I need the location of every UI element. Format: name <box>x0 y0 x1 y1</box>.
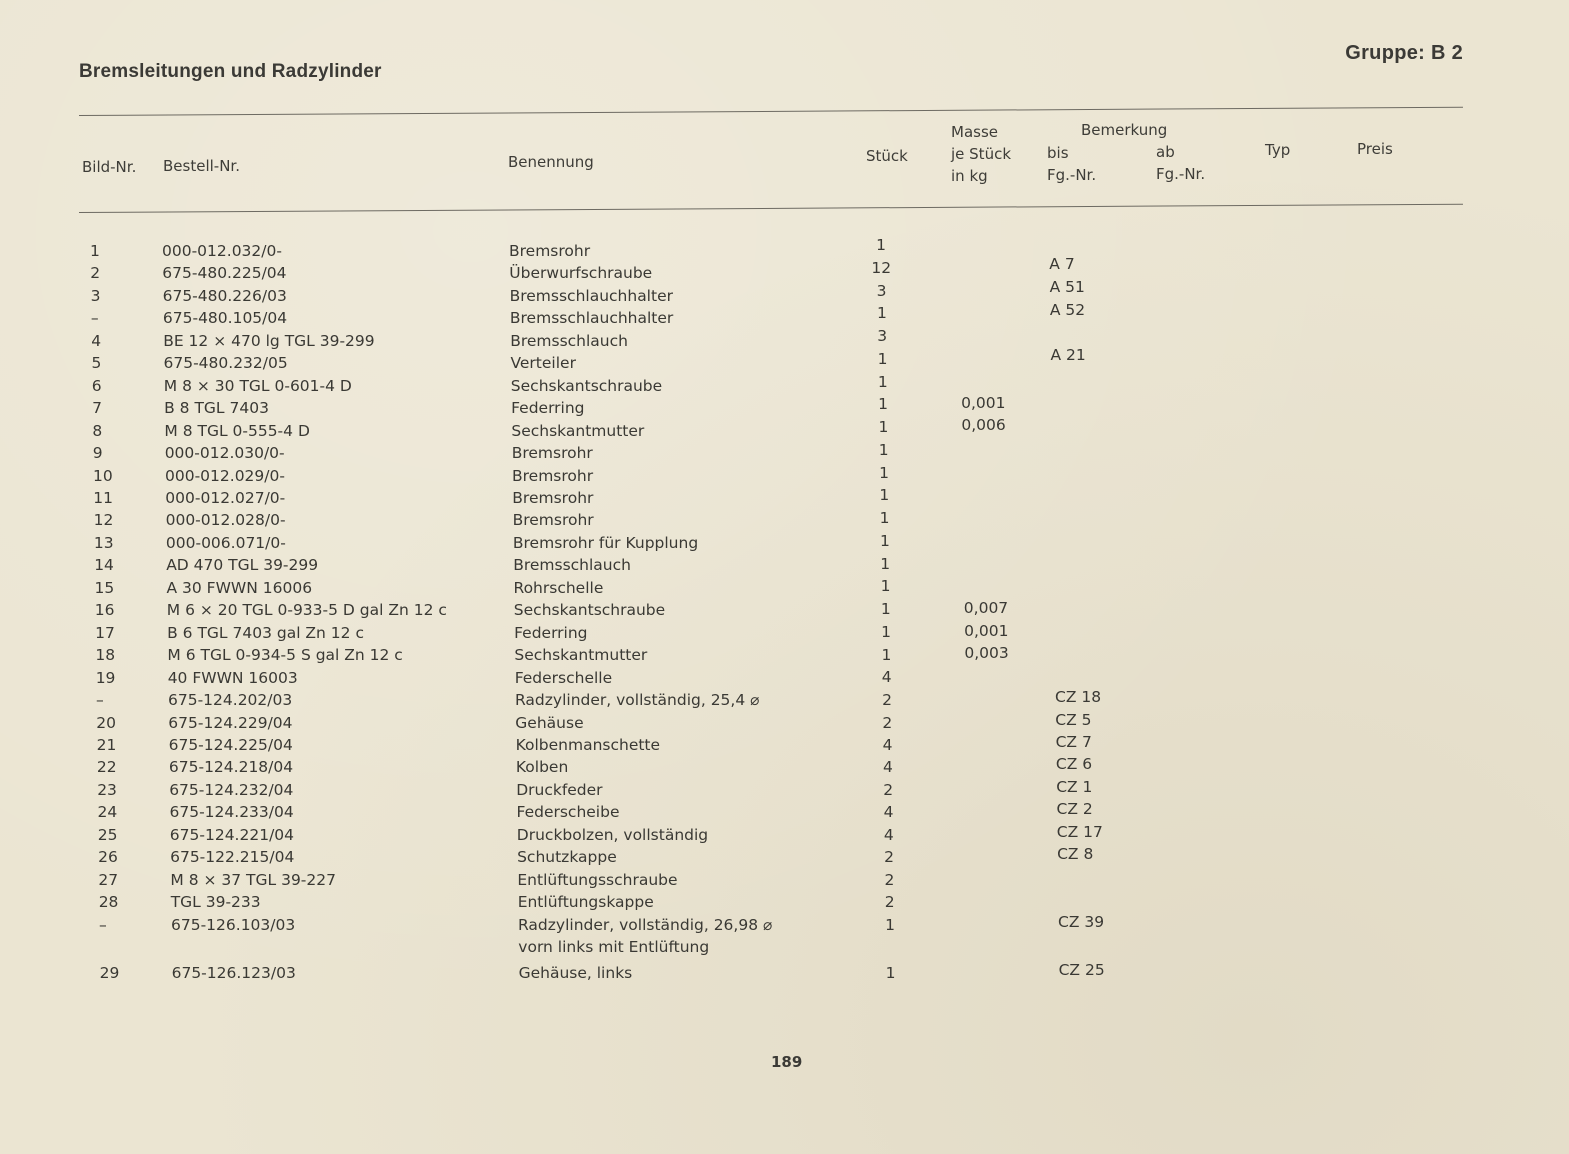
cell-bis-fg-nr: CZ 25 <box>1058 961 1105 980</box>
cell-bestell-nr: 000-012.029/0- <box>165 466 285 485</box>
cell-stueck: 1 <box>880 554 891 573</box>
cell-bestell-nr: 000-012.032/0- <box>162 242 282 260</box>
cell-bild-nr: 5 <box>91 354 102 373</box>
header-benennung: Benennung <box>508 153 594 171</box>
table-row <box>0 346 1569 374</box>
cell-bis-fg-nr: CZ 39 <box>1058 912 1105 931</box>
cell-benennung: Schutzkappe <box>517 848 617 867</box>
cell-benennung: Gehäuse, links <box>518 964 633 983</box>
cell-bestell-nr: 675-124.202/03 <box>168 691 293 709</box>
header-typ: Typ <box>1265 141 1291 159</box>
table-row <box>0 465 1569 487</box>
cell-benennung: Federring <box>511 399 585 418</box>
cell-bestell-nr: 675-126.103/03 <box>171 915 296 934</box>
cell-bis-fg-nr: CZ 8 <box>1057 845 1094 864</box>
cell-bis-fg-nr: A 21 <box>1050 346 1086 364</box>
header-stueck: Stück <box>866 147 908 165</box>
table-row <box>0 236 1569 262</box>
cell-bild-nr: 27 <box>98 870 119 889</box>
cell-bild-nr: 14 <box>94 556 114 575</box>
cell-stueck: 2 <box>884 870 895 889</box>
cell-stueck: 1 <box>879 509 890 527</box>
cell-benennung: Gehäuse <box>515 713 584 732</box>
cell-benennung: vorn links mit Entlüftung <box>518 937 710 956</box>
cell-bis-fg-nr: CZ 1 <box>1056 777 1093 796</box>
cell-stueck: 1 <box>879 531 890 550</box>
cell-bild-nr: 2 <box>90 264 101 283</box>
cell-bild-nr: 12 <box>93 511 114 530</box>
cell-bild-nr: 29 <box>99 964 120 983</box>
cell-benennung: Bremsschlauch <box>513 556 631 575</box>
table-row <box>0 936 1569 958</box>
cell-bestell-nr: A 30 FWWN 16006 <box>166 578 313 597</box>
cell-bild-nr: 18 <box>95 646 116 665</box>
table-row <box>0 756 1569 778</box>
cell-bestell-nr: 675-124.225/04 <box>168 735 293 754</box>
cell-bestell-nr: 675-126.123/03 <box>171 964 296 983</box>
cell-stueck: 2 <box>882 713 893 732</box>
cell-bestell-nr: 000-012.027/0- <box>165 488 286 507</box>
cell-masse: 0,001 <box>964 621 1009 640</box>
cell-bis-fg-nr: CZ 6 <box>1055 755 1093 774</box>
cell-bild-nr: 25 <box>97 825 118 844</box>
cell-bestell-nr: 675-124.221/04 <box>169 825 295 844</box>
cell-benennung: Sechskantmutter <box>514 646 648 665</box>
cell-benennung: Bremsschlauchhalter <box>509 309 674 328</box>
cell-stueck: 2 <box>884 893 895 911</box>
cell-benennung: Bremsrohr <box>511 444 593 462</box>
table-row <box>0 712 1569 734</box>
header-ab-label: ab <box>1156 143 1175 161</box>
cell-bild-nr: 26 <box>98 848 118 867</box>
cell-benennung: Sechskantschraube <box>510 376 663 395</box>
cell-benennung: Radzylinder, vollständig, 26,98 ⌀ <box>518 915 773 934</box>
cell-bild-nr: 7 <box>92 399 102 418</box>
cell-bild-nr: 9 <box>92 444 103 462</box>
cell-stueck: 1 <box>880 600 891 618</box>
cell-bild-nr: 23 <box>97 780 117 799</box>
table-row <box>0 300 1569 329</box>
cell-stueck: 1 <box>879 463 889 482</box>
cell-bis-fg-nr: A 52 <box>1049 300 1086 319</box>
cell-benennung: Kolbenmanschette <box>515 735 661 754</box>
cell-bestell-nr: M 8 TGL 0-555-4 D <box>164 421 310 440</box>
cell-bestell-nr: 000-012.028/0- <box>165 511 286 530</box>
cell-bild-nr: 17 <box>95 623 115 642</box>
header-ab-fg-nr: Fg.-Nr. <box>1156 165 1206 183</box>
cell-benennung: Bremsrohr <box>512 511 594 530</box>
cell-stueck: 2 <box>882 691 892 709</box>
cell-bestell-nr: B 6 TGL 7403 gal Zn 12 c <box>167 623 364 642</box>
cell-stueck: 4 <box>883 803 894 822</box>
cell-stueck: 4 <box>882 758 893 777</box>
cell-bild-nr: 19 <box>95 668 116 687</box>
table-row <box>0 509 1569 531</box>
cell-benennung: Bremsrohr <box>509 242 591 260</box>
cell-benennung: Entlüftungsschraube <box>517 870 678 889</box>
cell-bild-nr: 16 <box>94 601 115 620</box>
cell-stueck: 1 <box>878 418 889 436</box>
table-row <box>0 801 1569 823</box>
cell-bild-nr: – <box>90 309 99 328</box>
table-row <box>0 779 1569 801</box>
cell-bild-nr: 1 <box>90 242 100 260</box>
cell-benennung: Bremsschlauchhalter <box>509 286 673 305</box>
cell-bestell-nr: 675-122.215/04 <box>170 848 295 867</box>
group-label: Gruppe: B 2 <box>1345 42 1463 64</box>
cell-bestell-nr: 675-124.218/04 <box>168 758 294 777</box>
cell-benennung: Radzylinder, vollständig, 25,4 ⌀ <box>515 691 760 709</box>
cell-bestell-nr: M 6 TGL 0-934-5 S gal Zn 12 c <box>167 646 403 665</box>
cell-bis-fg-nr: CZ 7 <box>1055 732 1092 751</box>
cell-bestell-nr: M 6 × 20 TGL 0-933-5 D gal Zn 12 c <box>166 601 447 620</box>
table-row <box>0 891 1569 913</box>
cell-bestell-nr: AD 470 TGL 39-299 <box>166 556 319 575</box>
table-row <box>0 622 1569 644</box>
cell-bild-nr: 24 <box>97 803 118 822</box>
table-row <box>0 416 1569 442</box>
cell-stueck: 1 <box>878 395 889 414</box>
cell-benennung: Kolben <box>515 758 569 777</box>
table-row <box>0 254 1569 284</box>
cell-bild-nr: 8 <box>92 421 103 440</box>
cell-benennung: Federschelle <box>514 668 613 687</box>
table-row <box>0 599 1569 621</box>
cell-bild-nr: 15 <box>94 578 115 597</box>
cell-stueck: 4 <box>883 825 894 844</box>
cell-benennung: Druckbolzen, vollständig <box>516 825 709 844</box>
cell-benennung: Federring <box>514 623 588 642</box>
cell-bild-nr: – <box>96 691 104 709</box>
table-row <box>0 689 1569 711</box>
cell-stueck: 1 <box>876 236 886 254</box>
cell-bestell-nr: 40 FWWN 16003 <box>167 668 298 687</box>
cell-bild-nr: 10 <box>93 466 113 485</box>
cell-bis-fg-nr: CZ 5 <box>1055 710 1092 729</box>
header-bestell-nr: Bestell-Nr. <box>163 157 240 175</box>
cell-bis-fg-nr: CZ 2 <box>1056 800 1093 819</box>
table-row <box>0 667 1569 689</box>
cell-bestell-nr: BE 12 × 470 lg TGL 39-299 <box>163 331 375 350</box>
table-row <box>0 734 1569 756</box>
cell-bestell-nr: 675-480.225/04 <box>162 264 287 283</box>
cell-stueck: 1 <box>880 577 891 596</box>
cell-bestell-nr: 675-480.226/03 <box>162 286 287 305</box>
cell-benennung: Druckfeder <box>516 780 603 799</box>
header-masse-line1: Masse <box>951 123 998 141</box>
cell-stueck: 1 <box>879 486 890 505</box>
table-row <box>0 487 1569 509</box>
cell-bild-nr: 6 <box>91 376 102 395</box>
cell-stueck: 1 <box>885 915 895 934</box>
cell-stueck: 4 <box>881 668 892 687</box>
table-row <box>0 914 1569 936</box>
cell-stueck: 1 <box>878 440 889 459</box>
table-row <box>0 372 1569 397</box>
table-row <box>0 327 1569 352</box>
cell-stueck: 3 <box>876 281 887 300</box>
cell-bestell-nr: 000-012.030/0- <box>164 444 285 462</box>
cell-bestell-nr: 000-006.071/0- <box>165 533 286 552</box>
cell-stueck: 2 <box>884 848 895 867</box>
header-bemerkung: Bemerkung <box>1081 121 1168 139</box>
cell-bis-fg-nr: CZ 17 <box>1056 822 1103 841</box>
page-title: Bremsleitungen und Radzylinder <box>79 61 382 82</box>
cell-bis-fg-nr: CZ 18 <box>1055 688 1102 706</box>
cell-masse: 0,003 <box>964 644 1009 663</box>
cell-masse: 0,007 <box>963 598 1009 617</box>
cell-benennung: Bremsrohr <box>512 466 594 485</box>
cell-bestell-nr: 675-124.233/04 <box>169 803 294 822</box>
cell-bild-nr: 4 <box>91 331 102 350</box>
cell-benennung: Sechskantschraube <box>513 601 666 620</box>
cell-stueck: 1 <box>877 372 888 391</box>
cell-stueck: 2 <box>883 780 894 799</box>
cell-benennung: Rohrschelle <box>513 578 604 597</box>
cell-bestell-nr: M 8 × 37 TGL 39-227 <box>170 870 336 889</box>
table-row <box>0 962 1569 984</box>
cell-bild-nr: 28 <box>98 893 119 911</box>
header-bis-fg-nr: Fg.-Nr. <box>1047 166 1097 184</box>
table-row <box>0 824 1569 846</box>
table-row <box>0 846 1569 868</box>
cell-stueck: 1 <box>885 964 896 983</box>
table-row <box>0 577 1569 599</box>
table-row <box>0 869 1569 891</box>
cell-stueck: 1 <box>881 622 892 641</box>
header-bild-nr: Bild-Nr. <box>82 158 137 176</box>
table-row <box>0 554 1569 576</box>
cell-benennung: Sechskantmutter <box>511 421 645 440</box>
cell-bild-nr: 11 <box>93 488 114 507</box>
cell-bild-nr: 20 <box>96 713 117 732</box>
table-row <box>0 277 1569 307</box>
cell-bild-nr: 22 <box>96 758 117 777</box>
cell-bestell-nr: 675-480.105/04 <box>162 309 288 328</box>
header-preis: Preis <box>1357 140 1393 158</box>
table-row <box>0 393 1569 419</box>
header-masse-line2: je Stück <box>951 145 1012 163</box>
cell-bestell-nr: 675-480.232/05 <box>163 354 288 373</box>
table-row <box>0 442 1569 464</box>
cell-benennung: Bremsschlauch <box>510 331 628 350</box>
cell-stueck: 3 <box>877 327 888 345</box>
cell-bild-nr: 13 <box>93 533 114 552</box>
cell-benennung: Verteiler <box>510 354 576 373</box>
cell-bestell-nr: 675-124.229/04 <box>168 713 293 732</box>
cell-bis-fg-nr: A 7 <box>1049 254 1075 273</box>
cell-bild-nr: – <box>99 915 107 934</box>
cell-stueck: 1 <box>876 304 887 323</box>
cell-benennung: Bremsrohr <box>512 488 594 507</box>
header-masse-line3: in kg <box>951 167 988 185</box>
cell-bestell-nr: B 8 TGL 7403 <box>164 399 269 418</box>
cell-bis-fg-nr: A 51 <box>1049 277 1085 296</box>
cell-stueck: 12 <box>871 258 892 277</box>
cell-benennung: Bremsrohr für Kupplung <box>512 533 699 552</box>
table-row <box>0 532 1569 554</box>
cell-bestell-nr: TGL 39-233 <box>170 893 261 911</box>
cell-benennung: Federscheibe <box>516 803 620 822</box>
cell-bestell-nr: 675-124.232/04 <box>169 780 294 799</box>
cell-stueck: 4 <box>882 735 893 754</box>
cell-masse: 0,001 <box>961 393 1006 412</box>
cell-benennung: Entlüftungskappe <box>517 893 654 911</box>
cell-stueck: 1 <box>881 645 892 664</box>
cell-bestell-nr: M 8 × 30 TGL 0-601-4 D <box>163 376 352 395</box>
cell-bild-nr: 21 <box>96 735 117 754</box>
cell-stueck: 1 <box>877 349 888 368</box>
table-row <box>0 644 1569 666</box>
cell-masse: 0,006 <box>961 416 1006 435</box>
cell-benennung: Überwurfschraube <box>509 264 653 283</box>
cell-bild-nr: 3 <box>90 286 101 305</box>
page-number: 189 <box>771 1053 803 1071</box>
header-bis-label: bis <box>1047 144 1069 162</box>
